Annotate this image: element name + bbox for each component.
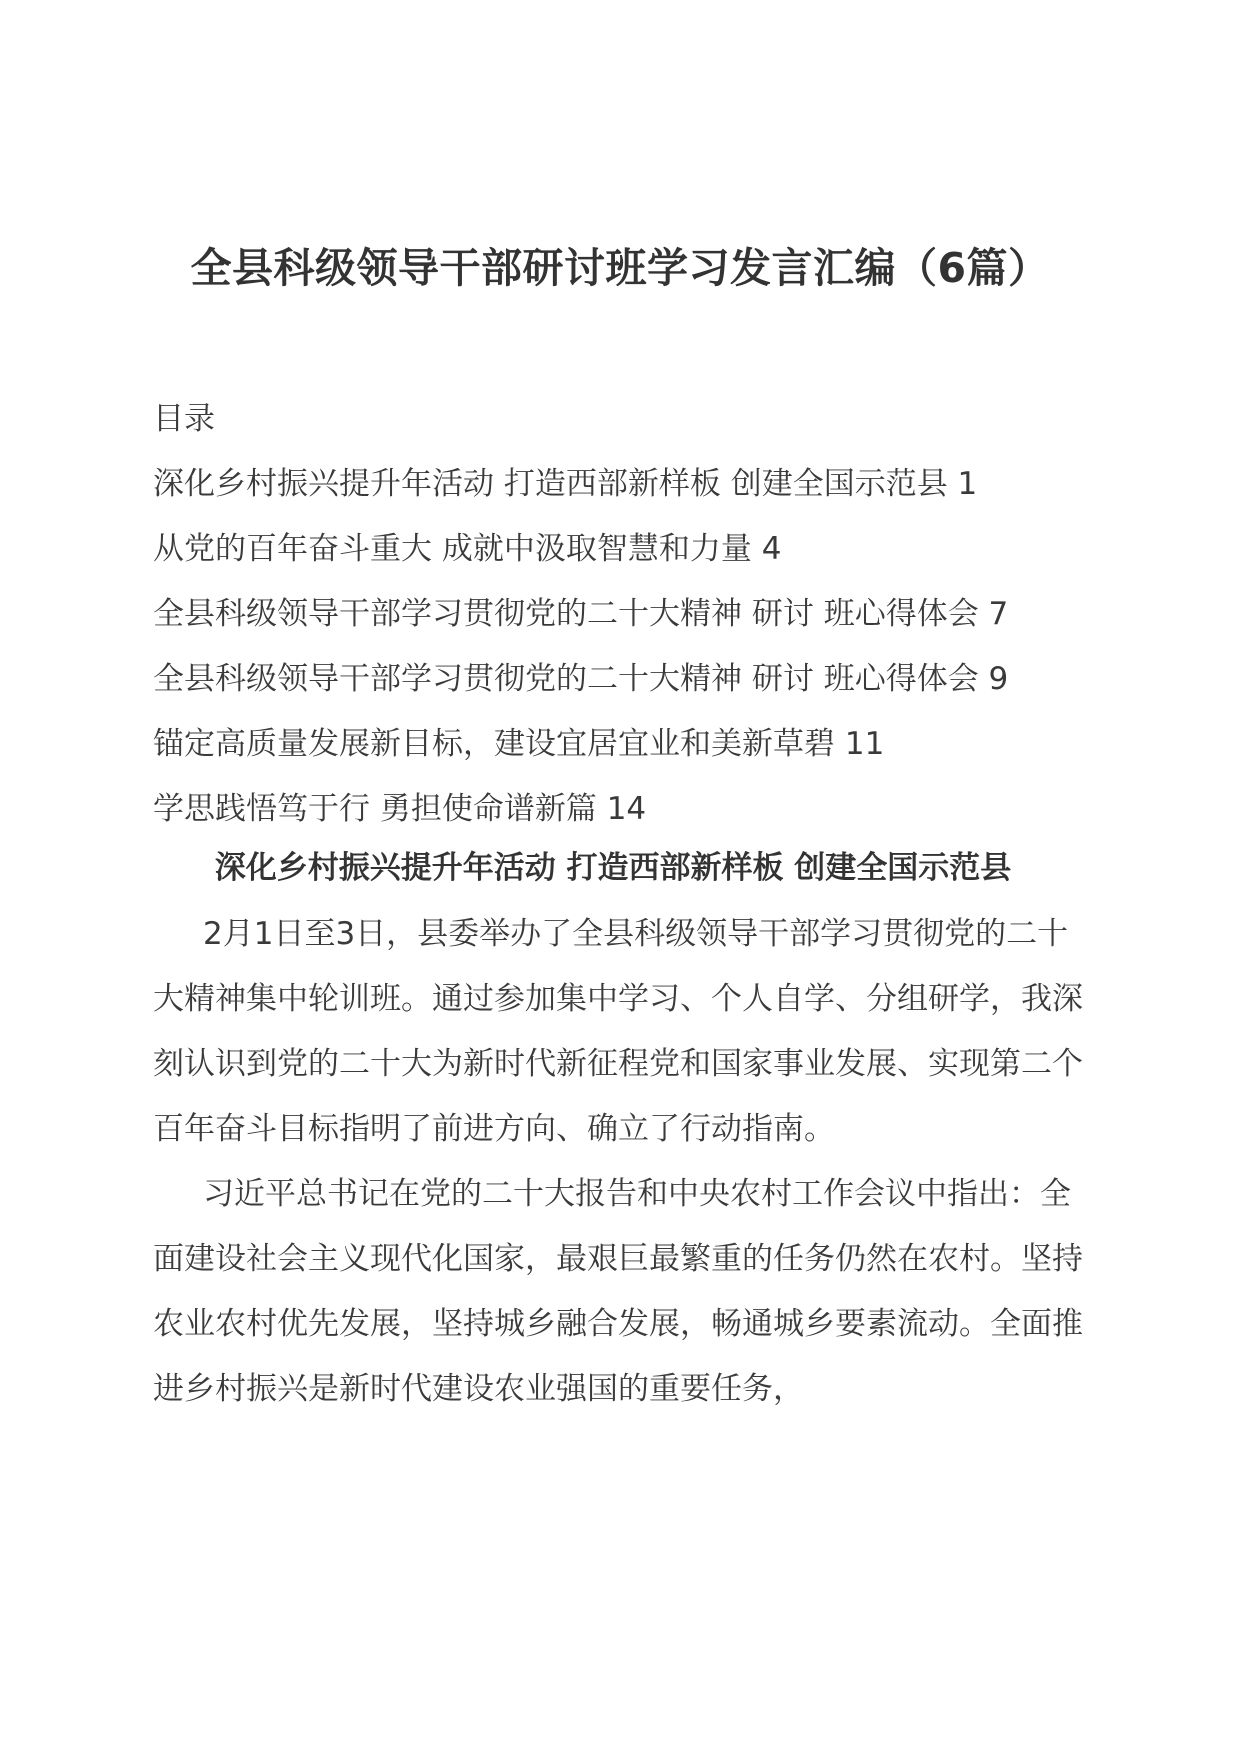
section-title: 深化乡村振兴提升年活动 打造西部新样板 创建全国示范县 bbox=[214, 850, 1012, 886]
table-of-contents bbox=[153, 387, 1103, 842]
toc-item[interactable]: 全县科级领导干部学习贯彻党的二十大精神 研讨 班心得体会 7 bbox=[153, 596, 1009, 632]
toc-heading: 目录 bbox=[153, 401, 215, 437]
document-title: 全县科级领导干部研讨班学习发言汇编（6篇） bbox=[190, 244, 1050, 292]
toc-item[interactable]: 全县科级领导干部学习贯彻党的二十大精神 研讨 班心得体会 9 bbox=[153, 661, 1009, 697]
toc-item[interactable]: 从党的百年奋斗重大 成就中汲取智慧和力量 4 bbox=[153, 531, 782, 567]
toc-item[interactable]: 深化乡村振兴提升年活动 打造西部新样板 创建全国示范县 1 bbox=[153, 466, 978, 502]
body-paragraph: 习近平总书记在党的二十大报告和中央农村工作会议中指出：全面建设社会主义现代化国家，最艰巨最繁重的任务仍然在农村。坚持农业农村优先发展，坚持城乡融合发展，畅通城乡要素流动。全面推进乡村振兴是新时代建设农业强国的重要任务， bbox=[153, 1176, 1083, 1407]
toc-item[interactable]: 锚定高质量发展新目标，建设宜居宜业和美新草碧 11 bbox=[153, 726, 885, 762]
toc-item[interactable]: 学思践悟笃于行 勇担使命谱新篇 14 bbox=[153, 791, 647, 827]
section-body bbox=[153, 902, 1093, 1422]
body-paragraph: 2月1日至3日，县委举办了全县科级领导干部学习贯彻党的二十大精神集中轮训班。通过参加集中学习、个人自学、分组研学，我深刻认识到党的二十大为新时代新征程党和国家事业发展、实现第二个百年奋斗目标指明了前进方向、确立了行动指南。 bbox=[153, 916, 1083, 1147]
